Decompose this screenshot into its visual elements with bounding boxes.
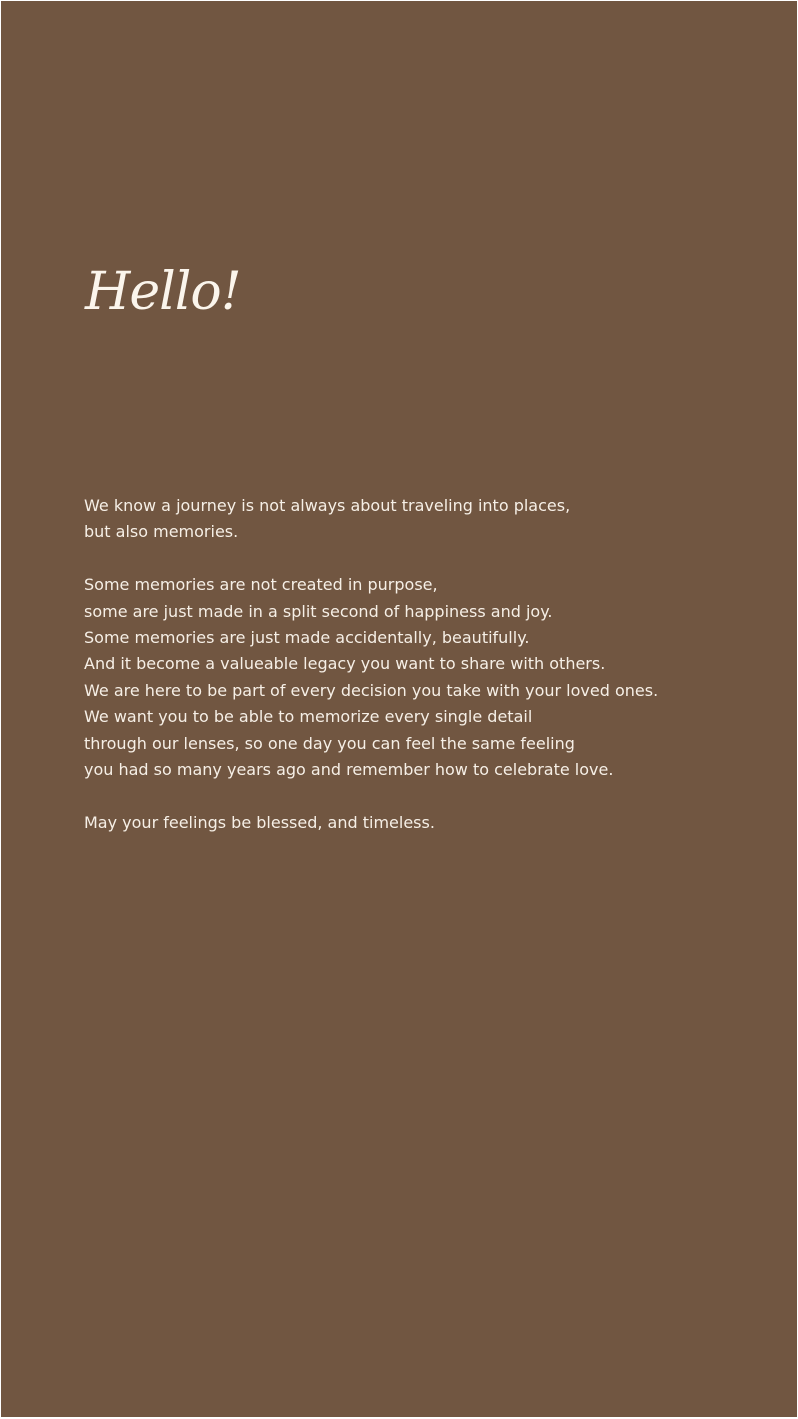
text-line: And it become a valueable legacy you want to share with others. bbox=[84, 654, 606, 674]
page-background bbox=[1, 1, 797, 1417]
page-title: Hello! bbox=[85, 262, 241, 322]
text-line: We are here to be part of every decision you take with your loved ones. bbox=[84, 680, 659, 700]
text-line: some are just made in a split second of happiness and joy. bbox=[84, 601, 553, 621]
closing-paragraph bbox=[84, 810, 784, 836]
intro-paragraph bbox=[84, 493, 784, 546]
text-line: We know a journey is not always about traveling into places, bbox=[84, 496, 571, 515]
text-line: you had so many years ago and remember how to celebrate love. bbox=[84, 760, 614, 780]
memories-paragraph bbox=[84, 572, 784, 783]
text-line: We want you to be able to memorize every single detail bbox=[84, 707, 533, 727]
intro-text bbox=[84, 493, 784, 863]
text-line: Some memories are just made accidentally, beautifully. bbox=[84, 628, 530, 648]
text-line: through our lenses, so one day you can feel the same feeling bbox=[84, 733, 575, 753]
text-line: May your feelings be blessed, and timeless. bbox=[84, 812, 435, 832]
text-line: but also memories. bbox=[84, 522, 239, 542]
text-line: Some memories are not created in purpose, bbox=[84, 575, 438, 595]
